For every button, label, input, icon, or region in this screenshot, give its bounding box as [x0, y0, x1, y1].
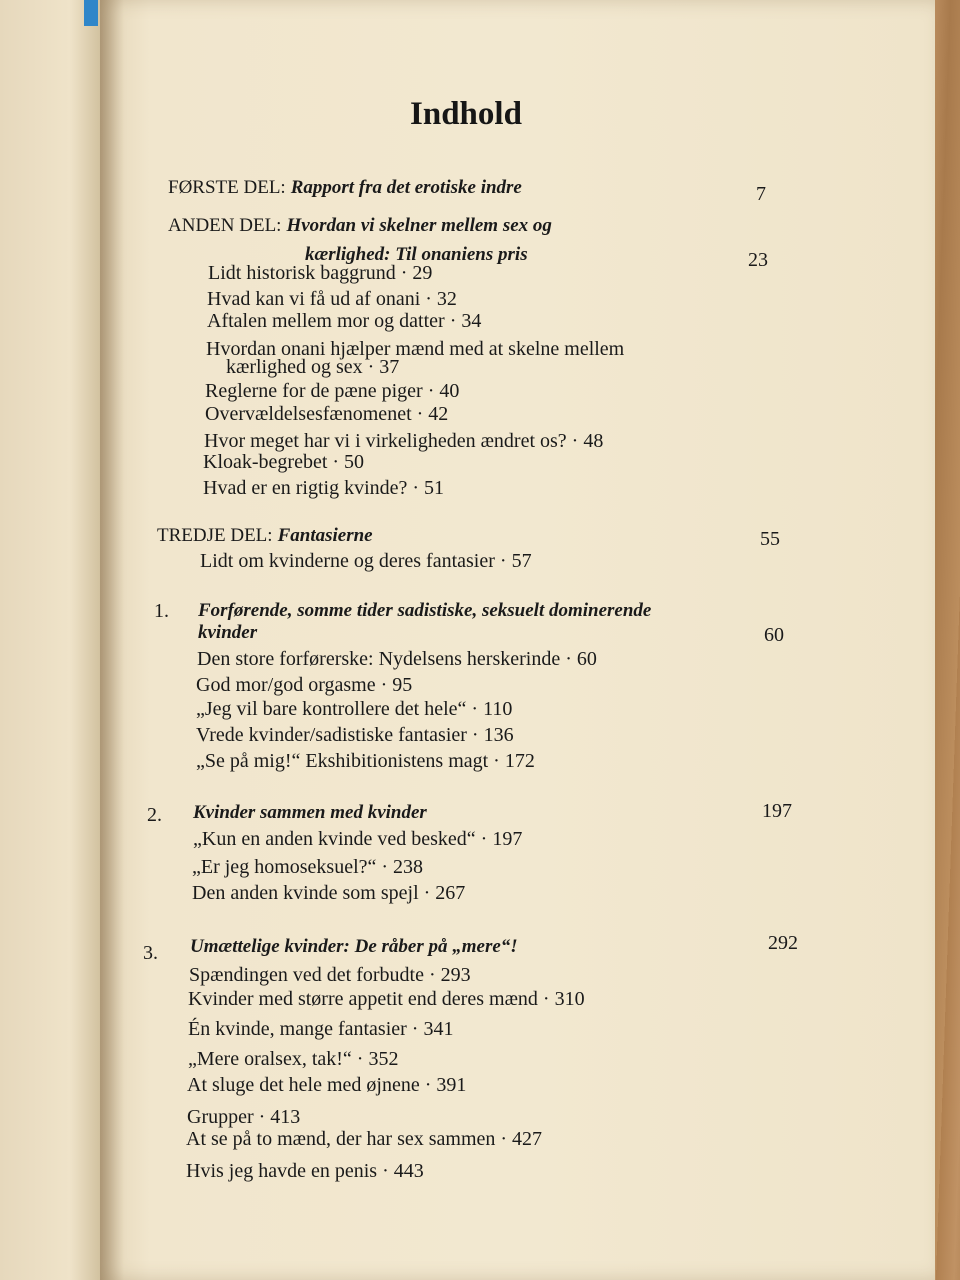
- toc-part-1: [168, 176, 522, 199]
- toc-entry: Reglerne for de pæne piger · 40: [205, 380, 460, 402]
- chapter-number: 3.: [143, 942, 158, 964]
- page-number: 197: [762, 800, 792, 822]
- part-label: FØRSTE DEL:: [168, 177, 286, 198]
- chapter-number: 1.: [154, 600, 169, 622]
- blue-bookmark: [84, 0, 98, 26]
- page-number: 60: [764, 624, 784, 646]
- page-number: 55: [760, 528, 780, 550]
- toc-entry: Overvældelsesfænomenet · 42: [205, 403, 449, 425]
- part-heading: Hvordan vi skelner mellem sex og: [286, 215, 552, 236]
- page-number: 7: [756, 183, 766, 205]
- toc-entry: Den store forførerske: Nydelsens herskerinde · 60: [197, 648, 597, 670]
- chapter-heading: Forførende, somme tider sadistiske, seksuelt dominerende: [198, 600, 652, 621]
- chapter-heading-continued: kvinder: [198, 622, 258, 643]
- toc-entry: At sluge det hele med øjnene · 391: [187, 1074, 467, 1096]
- part-heading: Rapport fra det erotiske indre: [290, 177, 522, 198]
- toc-entry-continued: kærlighed og sex · 37: [226, 356, 400, 378]
- page-title: Indhold: [410, 96, 522, 132]
- toc-entry: Den anden kvinde som spejl · 267: [192, 882, 466, 904]
- chapter-heading: Umættelige kvinder: De råber på „mere“!: [190, 936, 518, 957]
- spine-shadow: [100, 0, 124, 1280]
- toc-entry: Kvinder med større appetit end deres mænd · 310: [188, 988, 585, 1010]
- toc-entry: „Er jeg homoseksuel?“ · 238: [192, 856, 424, 878]
- left-page: [0, 0, 102, 1280]
- toc-entry: „Se på mig!“ Ekshibitionistens magt · 172: [196, 750, 535, 772]
- chapter-number: 2.: [147, 804, 162, 826]
- toc-entry: „Jeg vil bare kontrollere det hele“ · 110: [196, 698, 513, 720]
- toc-entry: „Kun en anden kvinde ved besked“ · 197: [193, 828, 523, 850]
- page-number: 23: [748, 249, 768, 271]
- toc-entry: Hvad kan vi få ud af onani · 32: [207, 288, 457, 310]
- toc-entry: Hvis jeg havde en penis · 443: [186, 1160, 424, 1182]
- toc-entry: Grupper · 413: [187, 1106, 301, 1128]
- part-label: ANDEN DEL:: [168, 215, 282, 236]
- part-label: TREDJE DEL:: [157, 525, 273, 546]
- toc-entry: Kloak-begrebet · 50: [203, 451, 365, 473]
- toc-entry: Hvordan onani hjælper mænd med at skelne mellem: [206, 338, 625, 360]
- toc-entry: Hvad er en rigtig kvinde? · 51: [203, 477, 445, 499]
- part-heading: Fantasierne: [277, 525, 373, 546]
- toc-part-2: [168, 214, 552, 237]
- toc-part-3: [157, 524, 373, 547]
- toc-entry: Spændingen ved det forbudte · 293: [189, 964, 471, 986]
- page-number: 292: [768, 932, 798, 954]
- toc-entry: At se på to mænd, der har sex sammen · 427: [186, 1128, 543, 1150]
- toc-entry: Én kvinde, mange fantasier · 341: [188, 1018, 454, 1040]
- part-heading-continued: kærlighed: Til onaniens pris: [305, 244, 528, 265]
- toc-entry: Lidt om kvinderne og deres fantasier · 57: [200, 550, 532, 572]
- toc-entry: Aftalen mellem mor og datter · 34: [207, 310, 482, 332]
- toc-entry: God mor/god orgasme · 95: [196, 674, 413, 696]
- toc-entry: Vrede kvinder/sadistiske fantasier · 136: [196, 724, 514, 746]
- toc-entry: Hvor meget har vi i virkeligheden ændret os? · 48: [204, 430, 604, 452]
- toc-entry: „Mere oralsex, tak!“ · 352: [188, 1048, 399, 1070]
- chapter-heading: Kvinder sammen med kvinder: [193, 802, 427, 823]
- toc-entry: Lidt historisk baggrund · 29: [208, 262, 433, 284]
